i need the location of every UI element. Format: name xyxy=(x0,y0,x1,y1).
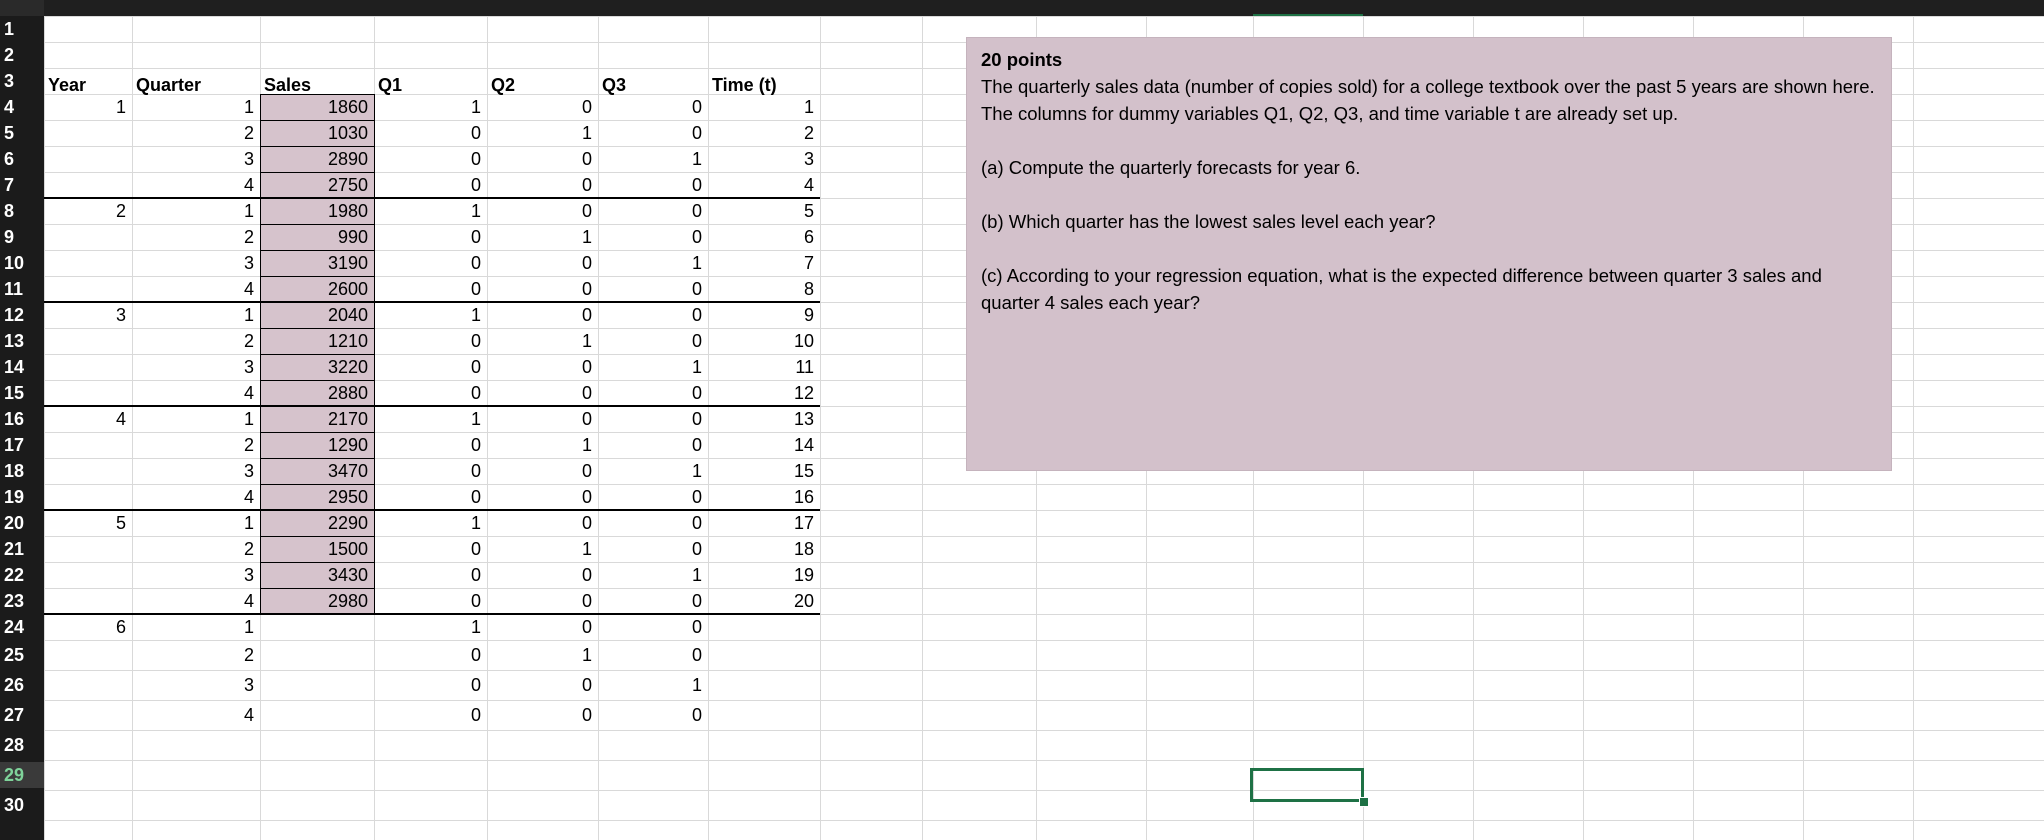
row-header-12[interactable]: 12 xyxy=(4,305,25,325)
cell-q3[interactable]: 0 xyxy=(691,409,702,429)
cell-q2[interactable]: 0 xyxy=(581,253,592,273)
column-header-bar[interactable] xyxy=(0,0,2044,16)
cell-year[interactable]: 4 xyxy=(115,409,126,429)
cell-time[interactable]: 16 xyxy=(793,487,814,507)
cell-q3[interactable]: 0 xyxy=(691,305,702,325)
row-header-10[interactable]: 10 xyxy=(4,253,25,273)
cell-q1[interactable]: 1 xyxy=(470,201,481,221)
cell-time[interactable]: 2 xyxy=(803,123,814,143)
cell-q3[interactable]: 0 xyxy=(691,175,702,195)
cell-q3[interactable]: 1 xyxy=(691,149,702,169)
cell-q3[interactable]: 1 xyxy=(691,675,702,695)
active-cell-selection[interactable] xyxy=(1250,768,1364,802)
cell-time[interactable]: 5 xyxy=(803,201,814,221)
cell-quarter[interactable]: 2 xyxy=(243,539,254,559)
row-header-17[interactable]: 17 xyxy=(4,435,25,455)
cell-q2[interactable]: 0 xyxy=(581,149,592,169)
cell-q1[interactable]: 1 xyxy=(470,97,481,117)
cell-time[interactable]: 15 xyxy=(793,461,814,481)
gridline-horizontal xyxy=(44,670,2044,671)
cell-quarter[interactable]: 1 xyxy=(243,305,254,325)
cell-time[interactable]: 20 xyxy=(793,591,814,611)
cell-q1[interactable]: 0 xyxy=(470,227,481,247)
header-year[interactable]: Year xyxy=(48,75,87,95)
cell-q1[interactable]: 0 xyxy=(470,175,481,195)
row-header-23[interactable]: 23 xyxy=(4,591,25,611)
cell-quarter[interactable]: 3 xyxy=(243,149,254,169)
row-header-18[interactable]: 18 xyxy=(4,461,25,481)
row-header-25[interactable]: 25 xyxy=(4,645,25,665)
cell-sales[interactable]: 2750 xyxy=(327,175,368,195)
cell-q3[interactable]: 0 xyxy=(691,435,702,455)
cell-time[interactable]: 1 xyxy=(803,97,814,117)
row-header-4[interactable]: 4 xyxy=(4,97,15,117)
setup-text: The columns for dummy variables Q1, Q2, Q3, and time variable t are already set up. xyxy=(981,103,1679,124)
cell-quarter[interactable]: 1 xyxy=(243,97,254,117)
cell-year[interactable]: 6 xyxy=(115,617,126,637)
row-header-22[interactable]: 22 xyxy=(4,565,25,585)
cell-quarter[interactable]: 1 xyxy=(243,617,254,637)
cell-q1[interactable]: 0 xyxy=(470,383,481,403)
cell-q2[interactable]: 0 xyxy=(581,357,592,377)
instructions-textbox[interactable] xyxy=(966,37,1892,471)
row-header-21[interactable]: 21 xyxy=(4,539,25,559)
gridline-horizontal xyxy=(44,820,2044,821)
cell-q2[interactable]: 0 xyxy=(581,487,592,507)
cell-q3[interactable]: 0 xyxy=(691,645,702,665)
cell-q2[interactable]: 0 xyxy=(581,565,592,585)
row-header-3[interactable]: 3 xyxy=(4,71,15,91)
cell-quarter[interactable]: 3 xyxy=(243,461,254,481)
cell-q1[interactable]: 0 xyxy=(470,645,481,665)
cell-q1[interactable]: 0 xyxy=(470,123,481,143)
cell-quarter[interactable]: 4 xyxy=(243,591,254,611)
cell-quarter[interactable]: 3 xyxy=(243,565,254,585)
sales-row-border xyxy=(260,614,374,615)
row-header-2[interactable]: 2 xyxy=(4,45,15,65)
cell-q3[interactable]: 0 xyxy=(691,705,702,725)
cell-time[interactable]: 4 xyxy=(803,175,814,195)
cell-q2[interactable]: 1 xyxy=(581,435,592,455)
gridline-horizontal xyxy=(44,760,2044,761)
gridline-vertical xyxy=(1913,16,1914,840)
cell-sales[interactable]: 3190 xyxy=(327,253,368,273)
cell-q2[interactable]: 0 xyxy=(581,409,592,429)
cell-quarter[interactable]: 1 xyxy=(243,201,254,221)
row-header-27[interactable]: 27 xyxy=(4,705,25,725)
cell-q1[interactable]: 0 xyxy=(470,591,481,611)
cell-time[interactable]: 14 xyxy=(793,435,814,455)
cell-q2[interactable]: 0 xyxy=(581,201,592,221)
cell-quarter[interactable]: 1 xyxy=(243,513,254,533)
row-header-20[interactable]: 20 xyxy=(4,513,25,533)
cell-q1[interactable]: 0 xyxy=(470,705,481,725)
cell-time[interactable]: 8 xyxy=(803,279,814,299)
cell-q1[interactable]: 0 xyxy=(470,675,481,695)
row-header-16[interactable]: 16 xyxy=(4,409,25,429)
cell-q1[interactable]: 0 xyxy=(470,461,481,481)
cell-q1[interactable]: 0 xyxy=(470,279,481,299)
cell-time[interactable]: 11 xyxy=(795,357,814,377)
intro-text: The quarterly sales data (number of copies sold) for a college textbook over the past 5 years are shown here. xyxy=(981,76,1875,97)
cell-q1[interactable]: 1 xyxy=(470,617,481,637)
cell-q2[interactable]: 0 xyxy=(581,461,592,481)
gridline-horizontal xyxy=(44,640,2044,641)
cell-quarter[interactable]: 4 xyxy=(243,487,254,507)
header-sales[interactable]: Sales xyxy=(264,75,312,95)
header-q3[interactable]: Q3 xyxy=(602,75,627,95)
cell-q1[interactable]: 0 xyxy=(470,149,481,169)
row-header-7[interactable]: 7 xyxy=(4,175,15,195)
cell-q1[interactable]: 1 xyxy=(470,513,481,533)
cell-quarter[interactable]: 3 xyxy=(243,253,254,273)
cell-q3[interactable]: 1 xyxy=(691,565,702,585)
cell-sales[interactable]: 3470 xyxy=(327,461,368,481)
cell-sales[interactable]: 2290 xyxy=(327,513,368,533)
row-header-8[interactable]: 8 xyxy=(4,201,15,221)
row-header-24[interactable]: 24 xyxy=(4,617,25,637)
gridline-vertical xyxy=(922,16,923,840)
cell-q2[interactable]: 0 xyxy=(581,591,592,611)
cell-q2[interactable]: 0 xyxy=(581,383,592,403)
cell-q1[interactable]: 1 xyxy=(470,409,481,429)
cell-year[interactable]: 3 xyxy=(115,305,126,325)
row-header-28[interactable]: 28 xyxy=(4,735,25,755)
cell-q1[interactable]: 0 xyxy=(470,357,481,377)
cell-q1[interactable]: 0 xyxy=(470,539,481,559)
cell-quarter[interactable]: 2 xyxy=(243,227,254,247)
cell-q2[interactable]: 0 xyxy=(581,97,592,117)
cell-q1[interactable]: 0 xyxy=(470,253,481,273)
cell-q3[interactable]: 0 xyxy=(691,617,702,637)
cell-quarter[interactable]: 2 xyxy=(243,645,254,665)
gridline-horizontal xyxy=(44,730,2044,731)
cell-time[interactable]: 19 xyxy=(793,565,814,585)
cell-time[interactable]: 10 xyxy=(793,331,814,351)
cell-quarter[interactable]: 2 xyxy=(243,331,254,351)
cell-q3[interactable]: 0 xyxy=(691,487,702,507)
gridline-horizontal xyxy=(44,790,2044,791)
cell-q1[interactable]: 0 xyxy=(470,331,481,351)
cell-q3[interactable]: 0 xyxy=(691,279,702,299)
cell-q2[interactable]: 0 xyxy=(581,675,592,695)
question-a: (a) Compute the quarterly forecasts for year 6. xyxy=(981,157,1361,178)
cell-q1[interactable]: 0 xyxy=(470,565,481,585)
cell-sales[interactable]: 1860 xyxy=(327,97,368,117)
question-b: (b) Which quarter has the lowest sales level each year? xyxy=(981,211,1436,232)
fill-handle[interactable] xyxy=(1359,797,1369,807)
cell-quarter[interactable]: 4 xyxy=(243,383,254,403)
cell-q3[interactable]: 0 xyxy=(691,591,702,611)
cell-q3[interactable]: 0 xyxy=(691,227,702,247)
row-header-9[interactable]: 9 xyxy=(4,227,15,247)
cell-q2[interactable]: 0 xyxy=(581,279,592,299)
cell-sales[interactable]: 3430 xyxy=(327,565,368,585)
gridline-horizontal xyxy=(44,700,2044,701)
cell-q3[interactable]: 1 xyxy=(691,253,702,273)
cell-quarter[interactable]: 1 xyxy=(243,409,254,429)
select-all-corner[interactable] xyxy=(0,0,44,16)
row-header-14[interactable]: 14 xyxy=(4,357,25,377)
cell-q3[interactable]: 0 xyxy=(691,539,702,559)
cell-quarter[interactable]: 4 xyxy=(243,175,254,195)
gridline-vertical xyxy=(820,16,821,840)
row-header-13[interactable]: 13 xyxy=(4,331,25,351)
cell-sales[interactable]: 1500 xyxy=(327,539,368,559)
cell-q3[interactable]: 0 xyxy=(691,123,702,143)
cell-sales[interactable]: 2950 xyxy=(327,487,368,507)
cell-time[interactable]: 18 xyxy=(793,539,814,559)
cell-q3[interactable]: 1 xyxy=(691,461,702,481)
row-header-1[interactable]: 1 xyxy=(4,19,15,39)
cell-q2[interactable]: 1 xyxy=(581,539,592,559)
cell-q2[interactable]: 1 xyxy=(581,331,592,351)
cell-q2[interactable]: 1 xyxy=(581,645,592,665)
cell-quarter[interactable]: 4 xyxy=(243,705,254,725)
cell-q1[interactable]: 0 xyxy=(470,487,481,507)
row-header-11[interactable]: 11 xyxy=(4,279,24,299)
cell-quarter[interactable]: 2 xyxy=(243,435,254,455)
cell-time[interactable]: 6 xyxy=(803,227,814,247)
cell-time[interactable]: 17 xyxy=(793,513,814,533)
cell-q2[interactable]: 1 xyxy=(581,123,592,143)
cell-sales[interactable]: 1980 xyxy=(327,201,368,221)
row-header-6[interactable]: 6 xyxy=(4,149,15,169)
cell-time[interactable]: 9 xyxy=(803,305,814,325)
row-header-29[interactable]: 29 xyxy=(0,762,44,788)
cell-quarter[interactable]: 2 xyxy=(243,123,254,143)
gridline-horizontal xyxy=(44,16,2044,17)
cell-time[interactable]: 12 xyxy=(793,383,814,403)
cell-sales[interactable]: 2890 xyxy=(327,149,368,169)
cell-sales[interactable]: 2600 xyxy=(327,279,368,299)
row-header-5[interactable]: 5 xyxy=(4,123,15,143)
cell-year[interactable]: 2 xyxy=(115,201,126,221)
cell-q2[interactable]: 0 xyxy=(581,513,592,533)
cell-q3[interactable]: 0 xyxy=(691,383,702,403)
cell-sales[interactable]: 1030 xyxy=(327,123,368,143)
cell-year[interactable]: 1 xyxy=(115,97,126,117)
header-time[interactable]: Time (t) xyxy=(712,75,777,95)
cell-sales[interactable]: 2880 xyxy=(327,383,368,403)
cell-quarter[interactable]: 3 xyxy=(243,357,254,377)
cell-sales[interactable]: 1290 xyxy=(327,435,368,455)
question-c: (c) According to your regression equation, what is the expected difference between quarter 3 sales and quarter 4 sales each year? xyxy=(981,265,1822,313)
cell-sales[interactable]: 2040 xyxy=(327,305,368,325)
cell-q3[interactable]: 1 xyxy=(691,357,702,377)
cell-q2[interactable]: 0 xyxy=(581,617,592,637)
cell-time[interactable]: 13 xyxy=(793,409,814,429)
cell-q3[interactable]: 0 xyxy=(691,513,702,533)
row-header-19[interactable]: 19 xyxy=(4,487,25,507)
cell-quarter[interactable]: 3 xyxy=(243,675,254,695)
cell-quarter[interactable]: 4 xyxy=(243,279,254,299)
cell-q2[interactable]: 0 xyxy=(581,175,592,195)
cell-q2[interactable]: 1 xyxy=(581,227,592,247)
cell-year[interactable]: 5 xyxy=(115,513,126,533)
row-header-26[interactable]: 26 xyxy=(4,675,25,695)
cell-time[interactable]: 7 xyxy=(803,253,814,273)
header-quarter[interactable]: Quarter xyxy=(136,75,202,95)
points-label: 20 points xyxy=(981,49,1063,70)
cell-q3[interactable]: 0 xyxy=(691,331,702,351)
cell-sales[interactable]: 2980 xyxy=(327,591,368,611)
row-header-15[interactable]: 15 xyxy=(4,383,25,403)
cell-sales[interactable]: 3220 xyxy=(327,357,368,377)
cell-q3[interactable]: 0 xyxy=(691,201,702,221)
cell-q1[interactable]: 1 xyxy=(470,305,481,325)
cell-q3[interactable]: 0 xyxy=(691,97,702,117)
cell-sales[interactable]: 990 xyxy=(337,227,368,247)
cell-sales[interactable]: 2170 xyxy=(327,409,368,429)
header-q1[interactable]: Q1 xyxy=(378,75,403,95)
cell-q2[interactable]: 0 xyxy=(581,305,592,325)
cell-time[interactable]: 3 xyxy=(803,149,814,169)
header-q2[interactable]: Q2 xyxy=(491,75,516,95)
cell-q2[interactable]: 0 xyxy=(581,705,592,725)
cell-q1[interactable]: 0 xyxy=(470,435,481,455)
cell-sales[interactable]: 1210 xyxy=(327,331,368,351)
row-header-30[interactable]: 30 xyxy=(4,795,25,815)
